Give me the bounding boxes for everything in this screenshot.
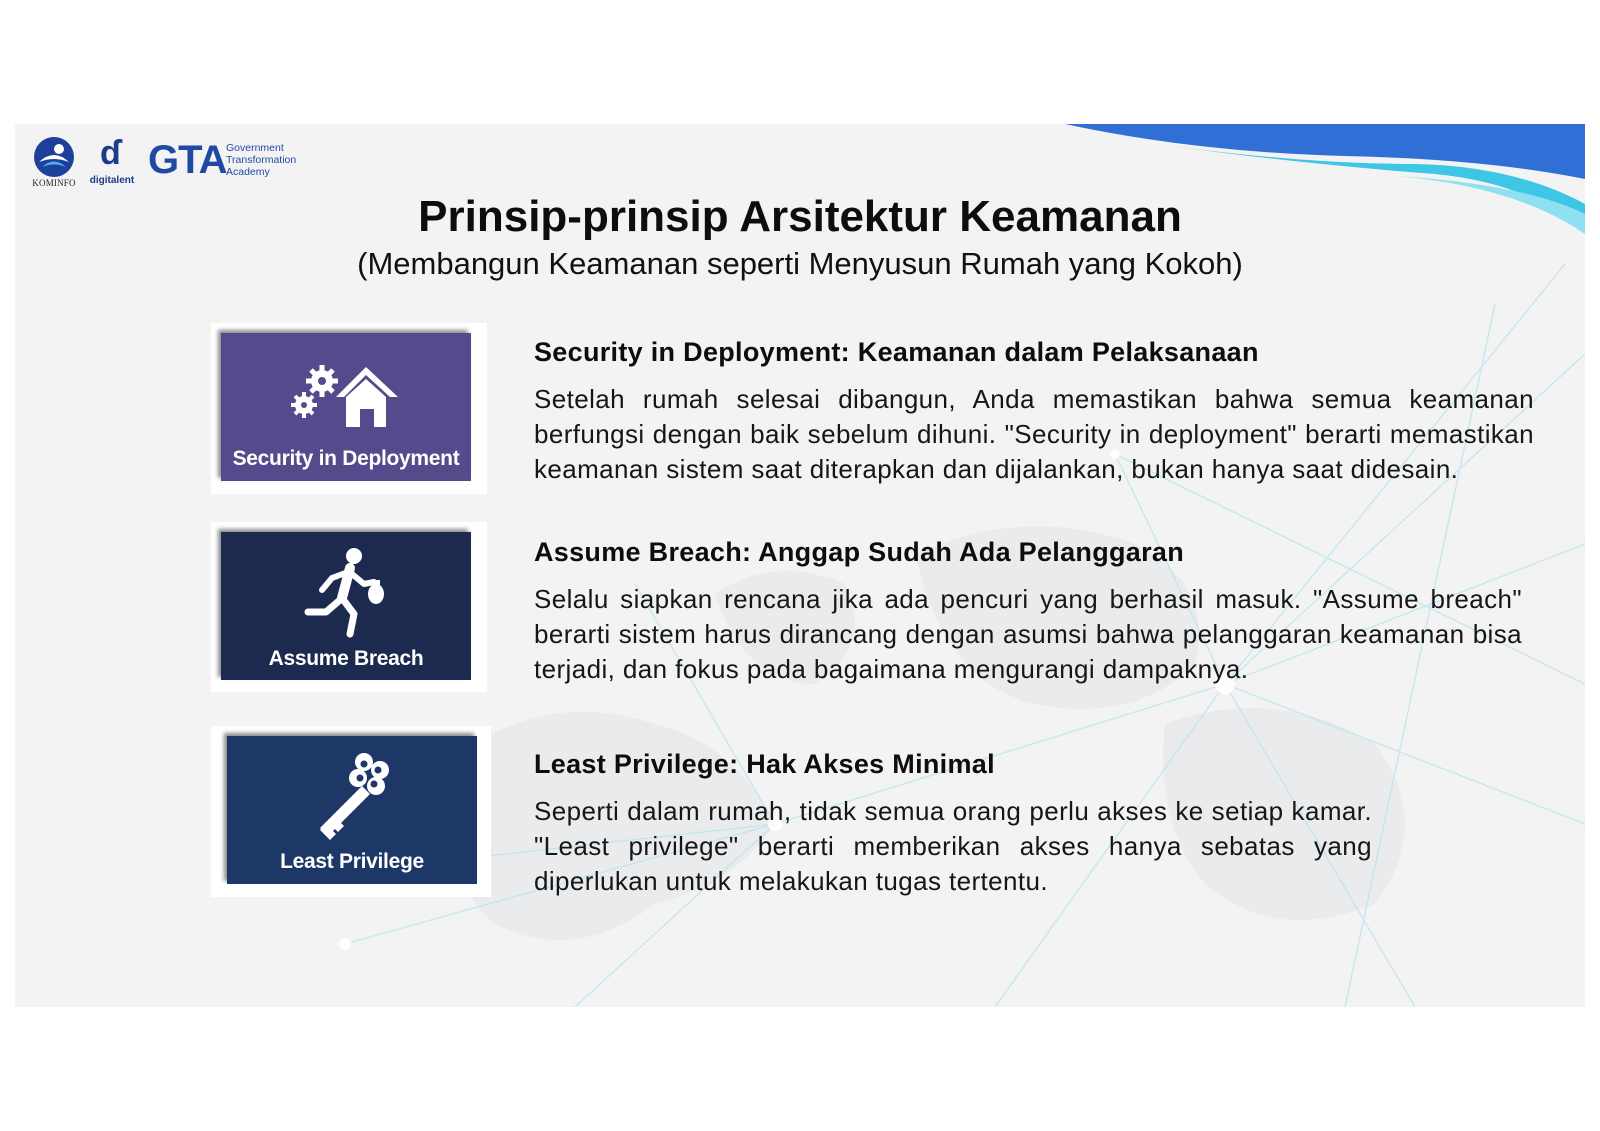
gta-logo: [148, 138, 318, 188]
card-label-security-deployment: Security in Deployment: [232, 447, 460, 470]
card-assume-breach: [221, 532, 471, 680]
kominfo-logo: [30, 136, 78, 188]
running-thief-icon: [296, 546, 396, 642]
digitalent-mark-icon: ɗ: [100, 134, 121, 172]
section-heading: Security in Deployment: Keamanan dalam Pelaksanaan: [534, 337, 1259, 367]
section-security-deployment: [534, 337, 1534, 487]
digitalent-logo: [86, 136, 138, 188]
section-body: Selalu siapkan rencana jika ada pencuri yang berhasil masuk. "Assume breach" berarti sistem harus dirancang dengan asumsi bahwa pelanggaran keamanan bisa terjadi, dan fokus pada bagaimana mengurangi dampaknya.: [534, 584, 1522, 684]
digitalent-logo-text: digitalent: [89, 175, 135, 186]
section-assume-breach: [534, 537, 1522, 687]
card-security-deployment: [221, 333, 471, 481]
gears-house-icon: [286, 355, 406, 435]
card-least-privilege: [227, 736, 477, 884]
section-heading: Assume Breach: Anggap Sudah Ada Pelanggaran: [534, 537, 1185, 567]
kominfo-logo-text: KOMINFO: [32, 178, 76, 188]
key-icon: [302, 750, 402, 846]
section-heading: Least Privilege: Hak Akses Minimal: [534, 749, 995, 779]
slide: [15, 124, 1585, 1007]
card-frame-least-privilege: [211, 726, 491, 897]
gta-logo-subtitle: Government Transformation Academy: [226, 142, 297, 178]
section-body: Setelah rumah selesai dibangun, Anda memastikan bahwa semua keamanan berfungsi dengan baik sebelum dihuni. "Security in deployment" berarti memastikan keamanan sistem saat diterapkan dan dijalankan, bukan hanya saat didesain.: [534, 384, 1534, 484]
section-body: Seperti dalam rumah, tidak semua orang perlu akses ke setiap kamar. "Least privilege" berarti memberikan akses hanya sebatas yang diperlukan untuk melakukan tugas tertentu.: [534, 796, 1372, 896]
card-frame-security-deployment: [211, 323, 487, 494]
gta-logo-mark: GTA: [148, 138, 227, 182]
card-label-least-privilege: Least Privilege: [280, 850, 424, 873]
page-title: Prinsip-prinsip Arsitektur Keamanan: [418, 192, 1182, 241]
card-label-assume-breach: Assume Breach: [268, 647, 424, 670]
page-subtitle: (Membangun Keamanan seperti Menyusun Rumah yang Kokoh): [357, 246, 1243, 281]
kominfo-emblem-icon: [33, 136, 75, 178]
section-least-privilege: [534, 749, 1372, 899]
card-frame-assume-breach: [211, 522, 487, 692]
